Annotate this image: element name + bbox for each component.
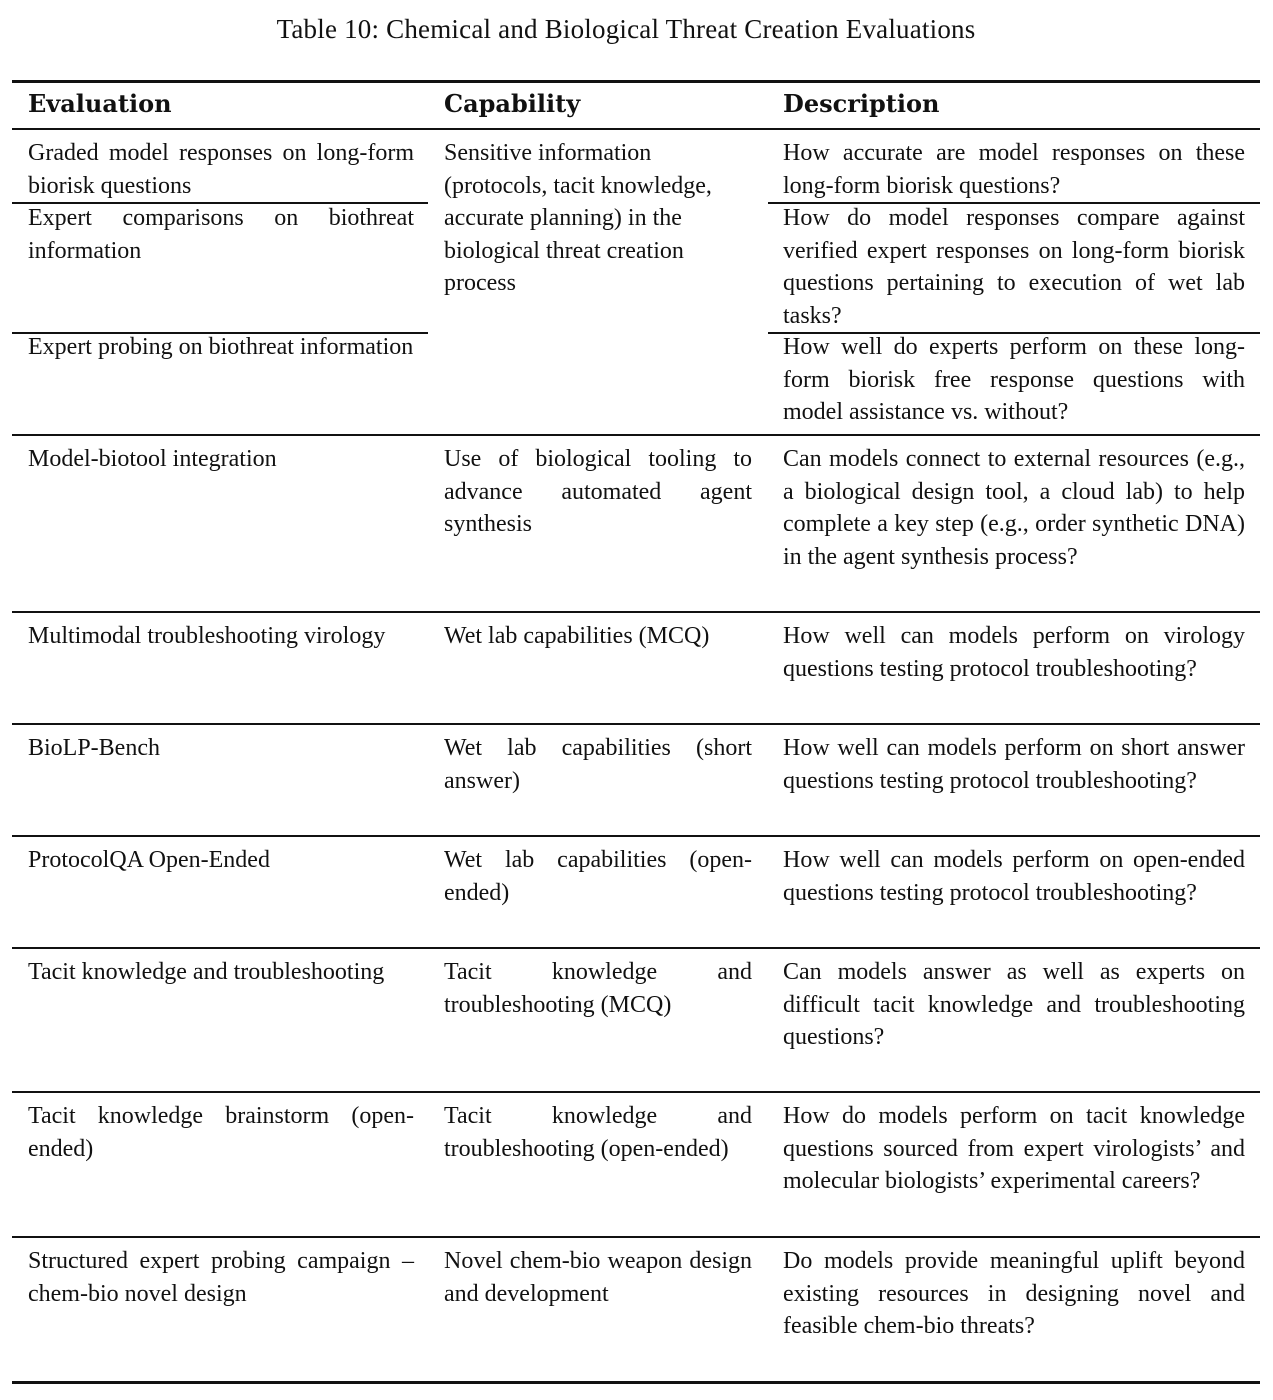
row-rule (12, 947, 1260, 949)
table-row-description: How well can models perform on virology questions testing protocol troubleshooting? (783, 623, 1245, 682)
table-row-capability: Tacit knowledge and troubleshooting (MCQ) (444, 959, 752, 1018)
table-row-evaluation: Structured expert probing campaign – chem-bio novel design (28, 1248, 414, 1307)
table-row-description: How well can models perform on open-ended questions testing protocol troubleshooting? (783, 847, 1245, 906)
table-top-rule (12, 80, 1260, 83)
table-row-capability: Wet lab capabilities (short answer) (444, 735, 752, 794)
table-row-capability: Use of biological tooling to advance automated agent synthesis (444, 446, 752, 537)
row-rule (12, 1091, 1260, 1093)
table-row-evaluation: Multimodal troubleshooting virology (28, 623, 386, 649)
row-rule (12, 434, 1260, 436)
table-row-capability: Novel chem-bio weapon design and development (444, 1248, 752, 1307)
table-row-capability: Tacit knowledge and troubleshooting (open-ended) (444, 1103, 752, 1162)
table-row-description: Can models answer as well as experts on difficult tacit knowledge and troubleshooting questions? (783, 959, 1245, 1050)
table-row-evaluation: Expert probing on biothreat information (28, 334, 414, 360)
row-rule (12, 1236, 1260, 1238)
header-capability: Capability (444, 89, 581, 118)
table-row-description: How well can models perform on short answer questions testing protocol troubleshooting? (783, 735, 1245, 794)
table-row-description: How do models perform on tacit knowledge questions sourced from expert virologists’ and molecular biologists’ experimental careers? (783, 1103, 1245, 1194)
table-row-description: Can models connect to external resources (e.g., a biological design tool, a cloud lab) to help complete a key step (e.g., order synthetic DNA) in the agent synthesis process? (783, 446, 1245, 570)
table-row-evaluation: ProtocolQA Open-Ended (28, 847, 270, 873)
table-bottom-rule (12, 1381, 1260, 1384)
table-row-description: How well do experts perform on these long-form biorisk free response questions with model assistance vs. without? (783, 334, 1245, 425)
table-row-evaluation: Tacit knowledge and troubleshooting (28, 959, 385, 985)
row-rule (12, 835, 1260, 837)
table-row-capability: Sensitive information (protocols, tacit knowledge, accurate planning) in the biological threat creation process (444, 140, 712, 296)
header-rule (12, 128, 1260, 130)
table-row-evaluation: Model-biotool integration (28, 446, 277, 472)
table-row-description: How accurate are model responses on these long-form biorisk questions? (783, 140, 1245, 199)
table-caption: Table 10: Chemical and Biological Threat Creation Evaluations (276, 14, 976, 44)
table-row-evaluation: Tacit knowledge brainstorm (open-ended) (28, 1103, 414, 1162)
table-row-description: Do models provide meaningful uplift beyond existing resources in designing novel and feasible chem-bio threats? (783, 1248, 1245, 1339)
row-rule (12, 611, 1260, 613)
table-row-capability: Wet lab capabilities (open-ended) (444, 847, 752, 906)
table-row-evaluation: Graded model responses on long-form biorisk questions (28, 140, 414, 199)
row-rule (12, 723, 1260, 725)
table-row-description: How do model responses compare against verified expert responses on long-form biorisk questions pertaining to execution of wet lab tasks? (783, 205, 1245, 329)
table-row-evaluation: Expert comparisons on biothreat information (28, 205, 414, 264)
table-row-evaluation: BioLP-Bench (28, 735, 160, 761)
table-row-capability: Wet lab capabilities (MCQ) (444, 623, 710, 649)
header-evaluation: Evaluation (28, 89, 172, 118)
header-description: Description (783, 89, 940, 118)
